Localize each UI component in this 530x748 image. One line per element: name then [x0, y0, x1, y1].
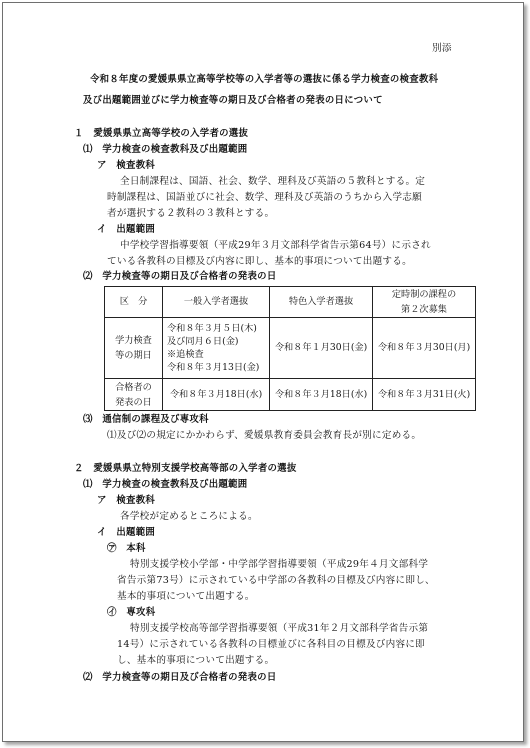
- header-general-selection: 一般入学者選抜: [163, 287, 270, 318]
- header-parttime-line-2: 第２次募集: [401, 304, 447, 315]
- table-row: [105, 379, 476, 411]
- section-1-1-a-line-2: 時制課程は、国語並びに社会、数学、理科及び英語のうちから入学志願: [107, 192, 422, 203]
- row-label-line: 等の期日: [115, 350, 152, 361]
- table-header-row: [105, 287, 476, 318]
- section-2-2-heading: ⑵ 学力検査等の期日及び合格者の発表の日: [83, 672, 277, 683]
- section-2-1-i-p2-line-3: し、基本的事項について出題する。: [117, 655, 275, 666]
- section-1-1-heading: ⑴ 学力検査の検査教科及び出題範囲: [83, 144, 248, 155]
- cell-special-announce-date: 令和８年３月18日(水): [270, 379, 373, 411]
- section-2-1-i-p2-line-2: 14号）に示されている各教科の目標並びに各科目の目標及び内容に即: [117, 639, 426, 650]
- section-2-1-i-p2-line-1: 特別支援学校高等部学習指導要領（平成31年２月文部科学省告示第: [130, 623, 429, 634]
- section-1-3-text: ⑴及び⑵の規定にかかわらず、愛媛県教育委員会教育長が別に定める。: [107, 430, 422, 441]
- section-1-1-i-line-1: 中学校学習指導要領（平成29年３月文部科学省告示第64号）に示され: [120, 240, 431, 251]
- document-page: [2, 2, 524, 742]
- cell-parttime-announce-date: 令和８年３月31日(火): [373, 379, 476, 411]
- section-2-1-a-text: 各学校が定めるところによる。: [120, 511, 258, 522]
- header-parttime-second: [373, 287, 476, 318]
- section-1-1-i-heading: イ 出題範囲: [97, 224, 156, 235]
- cell-line: 及び同月６日(金): [167, 336, 239, 347]
- section-1-heading: １ 愛媛県県立高等学校の入学者の選抜: [74, 128, 249, 139]
- header-parttime-line-1: 定時制の課程の: [391, 289, 457, 300]
- section-2-heading: ２ 愛媛県県立特別支援学校高等部の入学者の選抜: [74, 463, 297, 474]
- header-category: 区 分: [105, 287, 163, 318]
- section-2-1-i-p1-line-1: 特別支援学校小学部・中学部学習指導要領（平成29年４月文部科学: [130, 559, 429, 570]
- header-special-selection: 特色入学者選抜: [270, 287, 373, 318]
- cell-general-announce-date: 令和８年３月18日(水): [163, 379, 270, 411]
- section-2-1-i-p1-line-2: 省告示第73号）に示されている中学部の各教科の目標及び内容に即し、: [117, 575, 435, 586]
- document-title-line-1: 令和８年度の愛媛県県立高等学校等の入学者等の選抜に係る学力検査の検査教科: [90, 74, 439, 85]
- cell-line: 令和８年３月13日(金): [167, 362, 260, 373]
- table-row: [105, 318, 476, 379]
- section-1-2-heading: ⑵ 学力検査等の期日及び合格者の発表の日: [83, 271, 277, 282]
- section-2-1-i-p1-heading: ㋐ 本科: [107, 543, 146, 554]
- row-label-line: 発表の日: [115, 396, 152, 408]
- document-title-line-2: 及び出題範囲並びに学力検査等の期日及び合格者の発表の日について: [83, 95, 383, 106]
- cell-general-exam-dates: [163, 318, 270, 379]
- row-label-exam-date: [105, 318, 163, 379]
- row-label-line: 合格者の: [115, 381, 152, 393]
- cell-special-exam-date: 令和８年１月30日(金): [270, 318, 373, 379]
- row-label-announce-date: [105, 379, 163, 411]
- cell-line: ※追検査: [167, 349, 204, 360]
- section-1-1-a-heading: ア 検査教科: [97, 160, 156, 171]
- attachment-label: 別添: [432, 43, 452, 54]
- section-1-1-i-line-2: ている各教科の目標及び内容に即し、基本的事項について出題する。: [107, 256, 412, 267]
- section-2-1-i-heading: イ 出題範囲: [97, 527, 156, 538]
- cell-parttime-exam-date: 令和８年３月30日(月): [373, 318, 476, 379]
- section-1-1-a-line-3: 者が選択する２教科の３教科とする。: [107, 208, 275, 219]
- section-2-1-i-p2-heading: ㋑ 専攻科: [107, 607, 156, 618]
- section-1-3-heading: ⑶ 通信制の課程及び専攻科: [83, 414, 209, 425]
- section-2-1-heading: ⑴ 学力検査の検査教科及び出題範囲: [83, 479, 248, 490]
- cell-line: 令和８年３月５日(木): [167, 323, 257, 334]
- section-2-1-a-heading: ア 検査教科: [97, 495, 156, 506]
- row-label-line: 学力検査: [115, 335, 152, 346]
- schedule-table: [104, 286, 476, 411]
- section-2-1-i-p1-line-3: 基本的事項について出題する。: [117, 591, 255, 602]
- section-1-1-a-line-1: 全日制課程は、国語、社会、数学、理科及び英語の５教科とする。定: [120, 176, 426, 187]
